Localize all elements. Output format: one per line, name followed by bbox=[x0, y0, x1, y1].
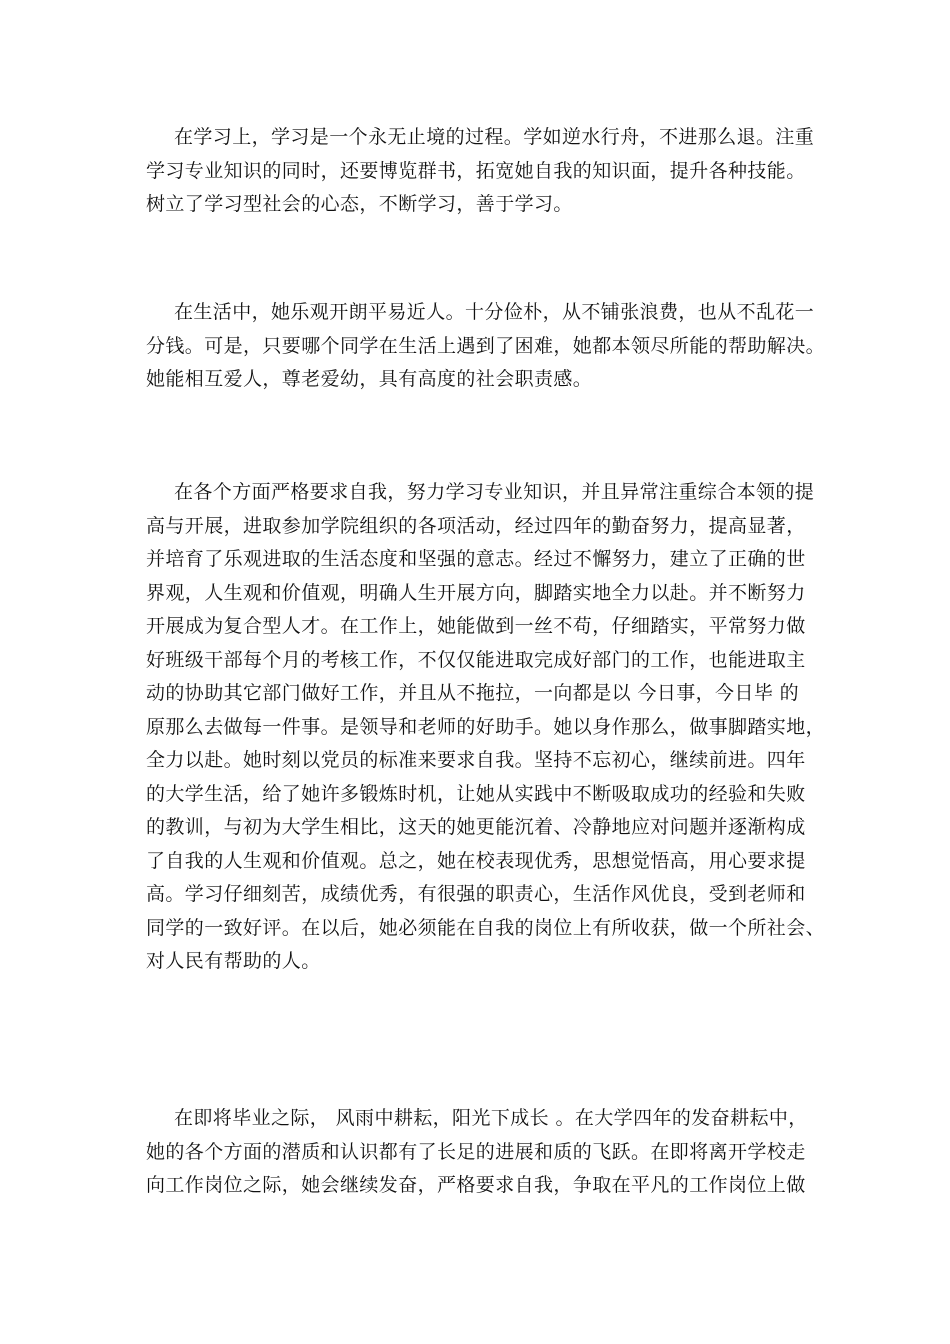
text-line: 了自我的人生观和价值观。总之，她在校表现优秀，思想觉悟高，用心要求提 bbox=[146, 849, 806, 872]
text-line: 在即将毕业之际， 风雨中耕耘，阳光下成长 。在大学四年的发奋耕耘中， bbox=[174, 1107, 808, 1129]
text-line: 向工作岗位之际，她会继续发奋，严格要求自我，争取在平凡的工作岗位上做 bbox=[146, 1174, 806, 1196]
text-line: 开展成为复合型人才。在工作上，她能做到一丝不苟，仔细踏实，平常努力做 bbox=[146, 615, 806, 637]
text-line: 学习专业知识的同时，还要博览群书，拓宽她自我的知识面，提升各种技能。 bbox=[146, 159, 806, 182]
text-line: 在生活中，她乐观开朗平易近人。十分俭朴，从不铺张浪费，也从不乱花一 bbox=[174, 301, 815, 323]
text-line: 树立了学习型社会的心态，不断学习，善于学习。 bbox=[146, 193, 573, 215]
text-line: 高。学习仔细刻苦，成绩优秀，有很强的职责心，生活作风优良，受到老师和 bbox=[146, 883, 806, 905]
text-line: 的教训，与初为大学生相比，这天的她更能沉着、冷静地应对问题并逐渐构成 bbox=[146, 816, 806, 838]
text-line: 在学习上，学习是一个永无止境的过程。学如逆水行舟，不进那么退。注重 bbox=[174, 126, 815, 148]
paragraph-life bbox=[146, 296, 826, 397]
paragraph-graduation bbox=[146, 1102, 816, 1203]
text-line: 原那么去做每一件事。是领导和老师的好助手。她以身作那么，做事脚踏实地， bbox=[146, 715, 826, 738]
paragraph-study bbox=[146, 121, 816, 222]
text-line: 并培育了乐观进取的生活态度和坚强的意志。经过不懈努力，建立了正确的世 bbox=[146, 548, 806, 570]
text-line: 她的各个方面的潜质和认识都有了长足的进展和质的飞跃。在即将离开学校走 bbox=[146, 1140, 806, 1163]
paragraph-overall bbox=[146, 476, 826, 979]
text-line: 分钱。可是，只要哪个同学在生活上遇到了困难，她都本领尽所能的帮助解决。 bbox=[146, 334, 826, 357]
text-line: 对人民有帮助的人。 bbox=[146, 950, 321, 972]
text-line: 高与开展，进取参加学院组织的各项活动，经过四年的勤奋努力，提高显著， bbox=[146, 514, 806, 537]
text-line: 界观，人生观和价值观，明确人生开展方向，脚踏实地全力以赴。并不断努力 bbox=[146, 581, 806, 604]
text-line: 她能相互爱人，尊老爱幼，具有高度的社会职责感。 bbox=[146, 368, 593, 390]
text-line: 好班级干部每个月的考核工作，不仅仅能进取完成好部门的工作，也能进取主 bbox=[146, 648, 806, 671]
text-line: 同学的一致好评。在以后，她必须能在自我的岗位上有所收获，做一个所社会、 bbox=[146, 916, 826, 939]
text-line: 全力以赴。她时刻以党员的标准来要求自我。坚持不忘初心，继续前进。四年 bbox=[146, 749, 806, 771]
text-line: 在各个方面严格要求自我，努力学习专业知识，并且异常注重综合本领的提 bbox=[174, 481, 815, 503]
text-line: 的大学生活，给了她许多锻炼时机，让她从实践中不断吸取成功的经验和失败 bbox=[146, 782, 806, 805]
text-line: 动的协助其它部门做好工作，并且从不拖拉，一向都是以 今日事，今日毕 的 bbox=[146, 682, 800, 704]
